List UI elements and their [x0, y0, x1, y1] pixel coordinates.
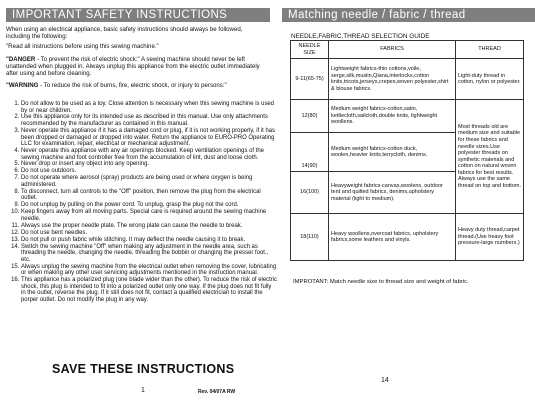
rule-item: 5. Never drop or insert any object into any opening. [21, 161, 277, 168]
read-instructions-text: "Read all instructions before using this sewing machine." [6, 43, 159, 50]
warning-label: "WARNING [6, 82, 39, 89]
rule-item: 2. Use this appliance only for its intended use as described in this manual. Use only attachments recommended by the manufacturer as contained in this manual. [21, 114, 277, 127]
rule-item: 15. Always unplug the sewing machine from the electrical outlet when removing the cover, lubricating or when making any other user servicing adjustments mentioned in the instruction manual. [21, 264, 277, 277]
rule-item: 16. This appliance has a polarized plug (one blade wider than the other). To reduce the risk of electric shock, this plug is intended to fit into a polarized outlet only one way. If the plug does not fit fully in the outlet, reverse the plug. If it still does not fit, contact a qualified electrician to install the porper outlet. Do not modify the plug in any way. [21, 277, 277, 303]
table-row [291, 100, 524, 133]
table-row [291, 214, 524, 261]
rule-item: 14. Switch the sewing machine "Off" when making any adjustment in the needle area, such as threading the needle, changing the needle, threading the bobbin or changing the presser foot., etc. [21, 244, 277, 264]
safety-rules-list [6, 101, 277, 304]
fabric-cell: Medium weight fabrics-cotton duck, woolen,heavier knits,terrycloth, denims. [329, 133, 456, 172]
danger-label: "DANGER [6, 56, 36, 63]
rule-item: 4. Never operate this appliance with any air openings blocked. Keep ventilation openings of the sewing machine and foot controller free from the accumulation of lint, dust and loose cloth. [21, 148, 277, 161]
rule-item: 8. To disconnect, turn all controls to the "Off" position, then remove the plug from the electrical outlet. [21, 189, 277, 202]
needle-size-cell: 16(100) [291, 172, 329, 214]
needle-size-cell: 18(110) [291, 214, 329, 261]
rule-item: 1. Do not allow to be used as a toy. Close attention is necessary when this sewing machine is used by or near children. [21, 101, 277, 114]
danger-text: - To prevent the risk of electric shock:" A sewing machine should never be left unattended when plugged in. Always unplug this appliance from the electric outlet immediately after using and before cleaning. [6, 56, 260, 78]
rule-item: 10. Keep fingers away from all moving parts. Special care is required around the sewing machine needle. [21, 209, 277, 222]
thread-cell: Heavy duty thread,carpet thread.(Use heavy foot pressure-large numbers.) [456, 214, 524, 261]
table-header-row [291, 41, 524, 59]
header-fabrics: FABRICS [329, 41, 456, 59]
rule-item: 7. Do not operate where aerosol (spray) products are being used or where oxygen is being administered. [21, 175, 277, 188]
page-number-left: 1 [141, 387, 145, 394]
rule-item: 9. Do not unplug by pulling on the power cord. To unplug, grasp the plug not the cord. [21, 202, 277, 209]
matching-banner: Matching needle / fabric / thread [282, 8, 535, 22]
intro-text: When using an electrical appliance, basic safety instructions should always be followed, including the following: [6, 26, 243, 41]
safety-banner: IMPORTANT SAFETY INSTRUCTIONS [6, 8, 270, 22]
important-note: IMPROTANT: Match needle size to thread size and weight of fabric. [293, 279, 469, 285]
rule-item: 12. Do not use bent needles. [21, 230, 277, 237]
fabric-cell: Medium weight fabrics-cotton,satin, kettlecloth,sailcloth,double knits, lightweight woollens. [329, 100, 456, 133]
thread-cell: Light-duty thread in cotton, nylon or polyester. [456, 59, 524, 100]
warning-text: - To reduce the risk of burns, fire, electric shock, or injury to persons:" [38, 82, 227, 89]
table-row [291, 59, 524, 100]
rule-item: 6. Do not use outdoors. [21, 168, 277, 175]
guide-title: NEEDLE,FABRIC,THREAD SELECTION GUIDE [291, 33, 430, 40]
thread-cell: Most threads old are medium size and suitable for these fabrics and needle sizes.Use polyester threads on synthetic materials and cotton on natural woven fabrics for best results. Always use the same thread on top and bottom. [456, 100, 524, 214]
rule-item: 11. Always use the proper needle plate. The wrong plate can cause the needle to break. [21, 223, 277, 230]
header-thread: THREAD [456, 41, 524, 59]
needle-size-cell: 12(80) [291, 100, 329, 133]
rule-item: 13. Do not pull or push fabric while stitching. It may deflect the needle causing it to break. [21, 237, 277, 244]
needle-size-cell: 9-11(65-75) [291, 59, 329, 100]
save-instructions-heading: SAVE THESE INSTRUCTIONS [52, 362, 235, 376]
header-needle-size: NEEDLE SIZE [291, 41, 329, 59]
fabric-cell: Lightweight fabrics-thin cottons,voile, serge,silk,muslin,Qiana,interlocks,cotton knits,tricots,jerseys,crepes,woven polyester,shirt & blouse fabrics. [329, 59, 456, 100]
right-page [268, 0, 535, 405]
fabric-cell: Heavy woollens,overcoat fabrics, upholstery fabrics,some leathers and vinyls. [329, 214, 456, 261]
selection-guide-table [290, 40, 524, 261]
warning-paragraph [6, 82, 261, 89]
needle-size-cell: 14(90) [291, 133, 329, 172]
revision-label: Rev. 04/07A RW [198, 389, 236, 395]
page-number-right: 14 [381, 377, 389, 384]
danger-paragraph [6, 56, 261, 78]
rule-item: 3. Never operate this appliance if it has a damaged cord or plug, if it is not working properly, if it has been dropped or damaged or dropped into water. Return the appliance to EURO-PRO Operating LLC for examination, repair, electrical or mechanical adjustment. [21, 128, 277, 148]
fabric-cell: Heavyweight fabrics-canvas,woolens, outdoor tent and quilted fabrics, denims,upholstery material (light to medium). [329, 172, 456, 214]
